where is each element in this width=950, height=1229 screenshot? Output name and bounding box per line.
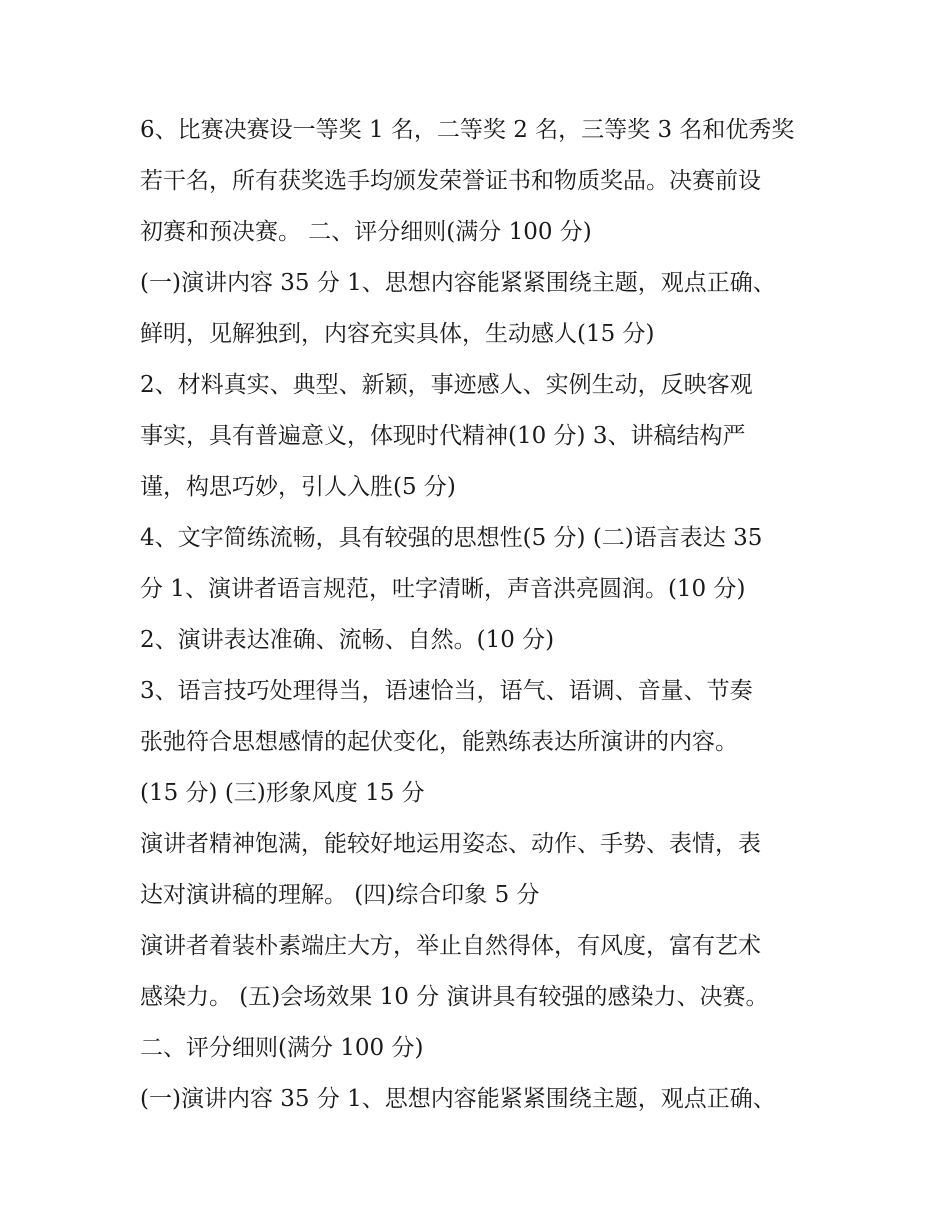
text-line: 感染力。 (五)会场效果 10 分 演讲具有较强的感染力、决赛。 xyxy=(140,984,769,1010)
text-line: 演讲者着装朴素端庄大方，举止自然得体，有风度，富有艺术 xyxy=(140,933,761,959)
text-line: 若干名，所有获奖选手均颁发荣誉证书和物质奖品。决赛前设 xyxy=(140,168,761,194)
text-line: 4、文字简练流畅，具有较强的思想性(5 分) (二)语言表达 35 xyxy=(140,525,763,551)
document-body xyxy=(140,105,820,1125)
text-line: (15 分) (三)形象风度 15 分 xyxy=(140,780,425,806)
text-line: 张弛符合思想感情的起伏变化，能熟练表达所演讲的内容。 xyxy=(140,729,738,755)
text-line: (一)演讲内容 35 分 1、思想内容能紧紧围绕主题，观点正确、 xyxy=(140,270,776,296)
text-line: 2、演讲表达准确、流畅、自然。(10 分) xyxy=(140,627,555,653)
text-line: 达对演讲稿的理解。 (四)综合印象 5 分 xyxy=(140,882,540,908)
text-line: 事实，具有普遍意义，体现时代精神(10 分) 3、讲稿结构严 xyxy=(140,423,746,449)
text-line: 2、材料真实、典型、新颖，事迹感人、实例生动，反映客观 xyxy=(140,372,753,398)
text-line: 3、语言技巧处理得当，语速恰当，语气、语调、音量、节奏 xyxy=(140,678,753,704)
text-line: 谨，构思巧妙，引人入胜(5 分) xyxy=(140,474,456,500)
text-line: 6、比赛决赛设一等奖 1 名，二等奖 2 名，三等奖 3 名和优秀奖 xyxy=(140,117,795,143)
text-line: 二、评分细则(满分 100 分) xyxy=(140,1035,424,1061)
text-line: (一)演讲内容 35 分 1、思想内容能紧紧围绕主题，观点正确、 xyxy=(140,1086,776,1112)
text-line: 分 1、演讲者语言规范，吐字清晰，声音洪亮圆润。(10 分) xyxy=(140,576,746,602)
text-line: 初赛和预决赛。 二、评分细则(满分 100 分) xyxy=(140,219,592,245)
text-line: 演讲者精神饱满，能较好地运用姿态、动作、手势、表情，表 xyxy=(140,831,761,857)
text-line: 鲜明，见解独到，内容充实具体，生动感人(15 分) xyxy=(140,321,655,347)
